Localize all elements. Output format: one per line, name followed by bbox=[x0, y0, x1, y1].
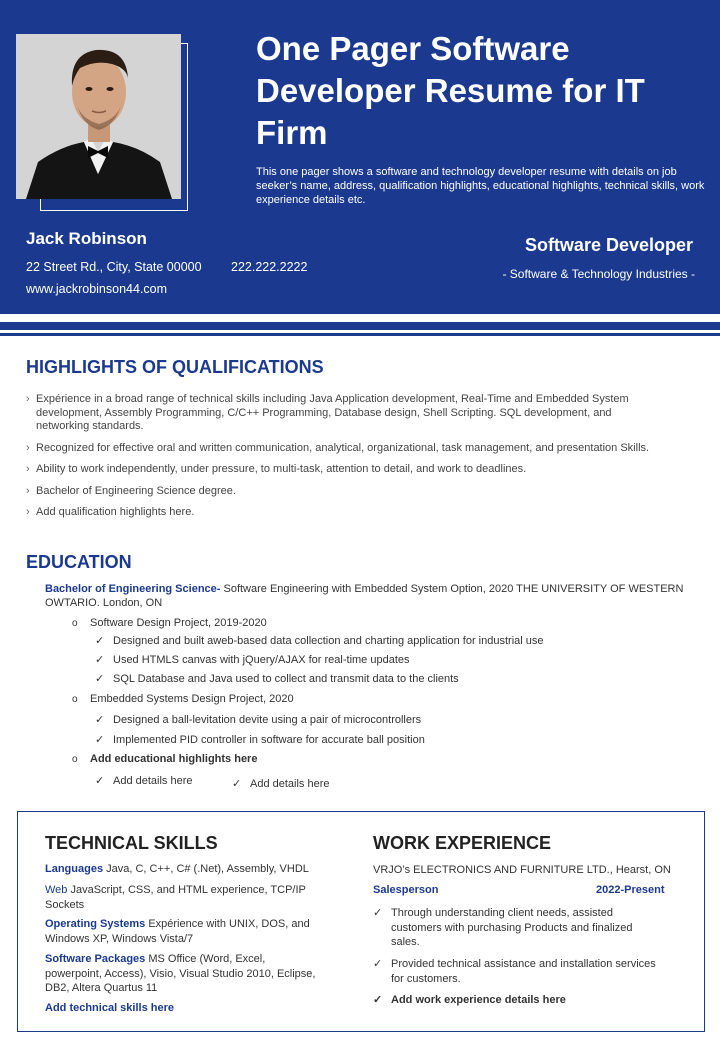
list-item: ✓ Through understanding client needs, assisted customers with purchasing Products and finalized sales. bbox=[373, 907, 633, 948]
education-heading: EDUCATION bbox=[26, 552, 132, 572]
skill-os: Operating Systems Expérience with UNIX, DOS, and Windows XP, Windows Vista/7 bbox=[45, 918, 310, 945]
job-industry: - Software & Technology Industries - bbox=[502, 267, 695, 281]
page-subtitle: This one pager shows a software and technology developer resume with details on job seeker’s name, address, qualification highlights, educational highlights, technical skills, work experience details etc. bbox=[256, 166, 705, 206]
project-title: o Add educational highlights here bbox=[72, 753, 258, 765]
highlights-heading: HIGHLIGHTS OF QUALIFICATIONS bbox=[26, 357, 324, 377]
check-icon: ✓ bbox=[95, 734, 105, 746]
chevron-right-icon: › bbox=[26, 463, 30, 475]
profile-photo bbox=[16, 34, 181, 199]
highlights-list bbox=[26, 393, 666, 528]
check-icon: ✓ bbox=[95, 714, 105, 726]
chevron-right-icon: › bbox=[26, 393, 30, 405]
list-item: ✓ Designed and built aweb-based data collection and charting application for industrial use bbox=[95, 635, 544, 647]
check-icon: ✓ bbox=[373, 994, 383, 1006]
list-item: ✓ SQL Database and Java used to collect and transmit data to the clients bbox=[95, 673, 459, 685]
check-icon: ✓ bbox=[95, 654, 105, 666]
skill-web: Web JavaScript, CSS, and HTML experience, TCP/IP Sockets bbox=[45, 884, 306, 911]
work-position: Salesperson bbox=[373, 884, 439, 896]
candidate-phone: 222.222.2222 bbox=[231, 260, 308, 274]
list-item: › Recognized for effective oral and written communication, analytical, organizational, task management, and presentation Skills. bbox=[26, 441, 650, 454]
chevron-right-icon: › bbox=[26, 441, 30, 454]
job-role: Software Developer bbox=[524, 235, 693, 255]
check-icon: ✓ bbox=[232, 778, 242, 790]
add-skills-link: Add technical skills here bbox=[45, 1002, 174, 1014]
skills-heading: TECHNICAL SKILLS bbox=[45, 833, 218, 853]
list-item: ✓ Add work experience details here bbox=[373, 994, 566, 1006]
list-item: ✓ Designed a ball-levitation devite using a pair of microcontrollers bbox=[95, 714, 422, 726]
list-item: ✓ Add details here bbox=[232, 778, 330, 790]
skill-packages: Software Packages MS Office (Word, Excel, powerpoint, Access), Visio, Visual Studio 2010, Eclipse, DB2, Altera Quartus 11 bbox=[45, 953, 316, 994]
check-icon: ✓ bbox=[373, 958, 383, 970]
check-icon: ✓ bbox=[373, 907, 383, 919]
check-icon: ✓ bbox=[95, 775, 105, 787]
list-item: › Bachelor of Engineering Science degree. bbox=[26, 484, 236, 497]
project-title: o Software Design Project, 2019-2020 bbox=[72, 617, 267, 629]
list-item: › Ability to work independently, under pressure, to multi-task, attention to detail, and work to deadlines. bbox=[26, 463, 527, 475]
list-item: ✓ Used HTMLS canvas with jQuery/AJAX for real-time updates bbox=[95, 654, 410, 666]
candidate-name: Jack Robinson bbox=[26, 229, 147, 248]
check-icon: ✓ bbox=[95, 635, 105, 647]
check-icon: ✓ bbox=[95, 673, 105, 685]
divider-thick bbox=[0, 322, 720, 330]
candidate-website[interactable]: www.jackrobinson44.com bbox=[26, 282, 168, 296]
circle-bullet-icon: o bbox=[72, 694, 78, 705]
list-item: ✓ Implemented PID controller in software for accurate ball position bbox=[95, 734, 425, 746]
work-dates: 2022-Present bbox=[596, 884, 665, 896]
circle-bullet-icon: o bbox=[72, 754, 78, 765]
divider-thin bbox=[0, 333, 720, 336]
skill-languages: Languages Java, C, C++, C# (.Net), Assembly, VHDL bbox=[45, 863, 309, 875]
project-title: o Embedded Systems Design Project, 2020 bbox=[72, 693, 294, 705]
list-item: › Expérience in a broad range of technical skills including Java Application development, Real-Time and Embedded System development, Assembly Programming, C/C++ Programming, Database design, Shell Scripting. SQL development, and networking standards. bbox=[26, 393, 629, 432]
list-item: ✓ Add details here bbox=[95, 775, 193, 787]
chevron-right-icon: › bbox=[26, 506, 30, 518]
candidate-address: 22 Street Rd., City, State 00000 bbox=[26, 260, 202, 274]
list-item: › Add qualification highlights here. bbox=[26, 506, 195, 518]
education-degree: Bachelor of Engineering Science- Software Engineering with Embedded System Option, 2020 THE UNIVERSITY OF WESTERN OWTARIO. London, ON bbox=[45, 583, 684, 609]
circle-bullet-icon: o bbox=[72, 618, 78, 629]
work-heading: WORK EXPERIENCE bbox=[373, 833, 552, 853]
page-title: One Pager Software Developer Resume for IT Firm bbox=[256, 30, 645, 151]
list-item: ✓ Provided technical assistance and installation services for customers. bbox=[373, 958, 656, 985]
work-company: VRJO’s ELECTRONICS AND FURNITURE LTD., Hearst, ON bbox=[373, 864, 671, 876]
chevron-right-icon: › bbox=[26, 484, 30, 497]
